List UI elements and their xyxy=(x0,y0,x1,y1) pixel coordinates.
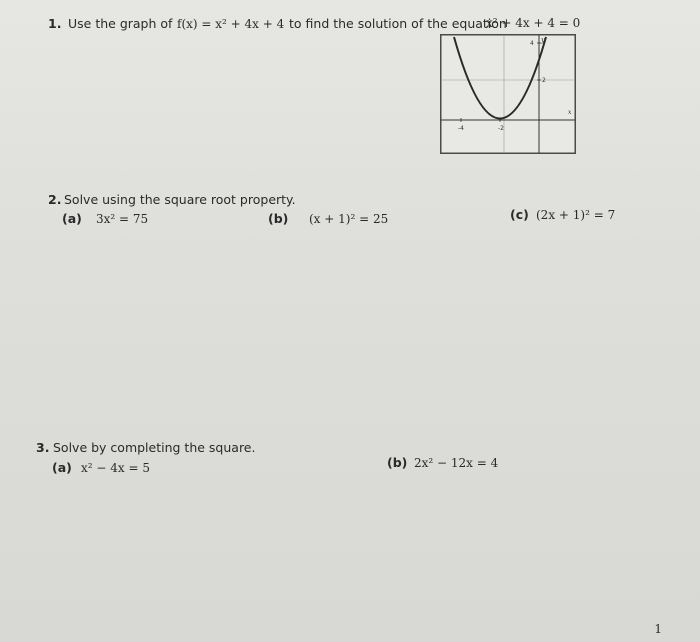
q2c-label: (c) xyxy=(510,207,529,222)
q2a-equation: 3x² = 75 xyxy=(96,212,149,226)
q1-text-2: to find the solution of the equation xyxy=(289,16,507,31)
x-axis-label: x xyxy=(568,109,572,116)
q3a-equation: x² − 4x = 5 xyxy=(81,461,150,475)
y-tick-label: 4 xyxy=(530,40,534,47)
y-axis-label: y xyxy=(541,36,545,44)
graph-frame xyxy=(441,35,576,154)
q2c-equation: (2x + 1)² = 7 xyxy=(536,208,616,222)
parabola-graph xyxy=(440,34,576,154)
q1-equation: x² + 4x + 4 = 0 xyxy=(486,16,581,30)
q2b-equation: (x + 1)² = 25 xyxy=(309,212,389,226)
q2a-label: (a) xyxy=(62,211,82,226)
q2-text: Solve using the square root property. xyxy=(64,192,296,207)
q1-function: f(x) = x² + 4x + 4 xyxy=(177,17,285,31)
x-tick-label: -2 xyxy=(498,125,504,132)
q1-text: Use the graph of xyxy=(68,16,173,31)
q3b-label: (b) xyxy=(387,455,408,470)
y-tick-label: 2 xyxy=(542,77,546,84)
q3b-equation: 2x² − 12x = 4 xyxy=(414,456,499,470)
q2-number: 2. xyxy=(48,192,62,207)
x-tick-label: -4 xyxy=(458,125,464,132)
q2b-label: (b) xyxy=(268,211,289,226)
q3-text: Solve by completing the square. xyxy=(53,440,256,455)
page-number: 1 xyxy=(654,622,662,636)
q3-number: 3. xyxy=(36,440,50,455)
q1-number: 1. xyxy=(48,16,62,31)
q3a-label: (a) xyxy=(52,460,72,475)
